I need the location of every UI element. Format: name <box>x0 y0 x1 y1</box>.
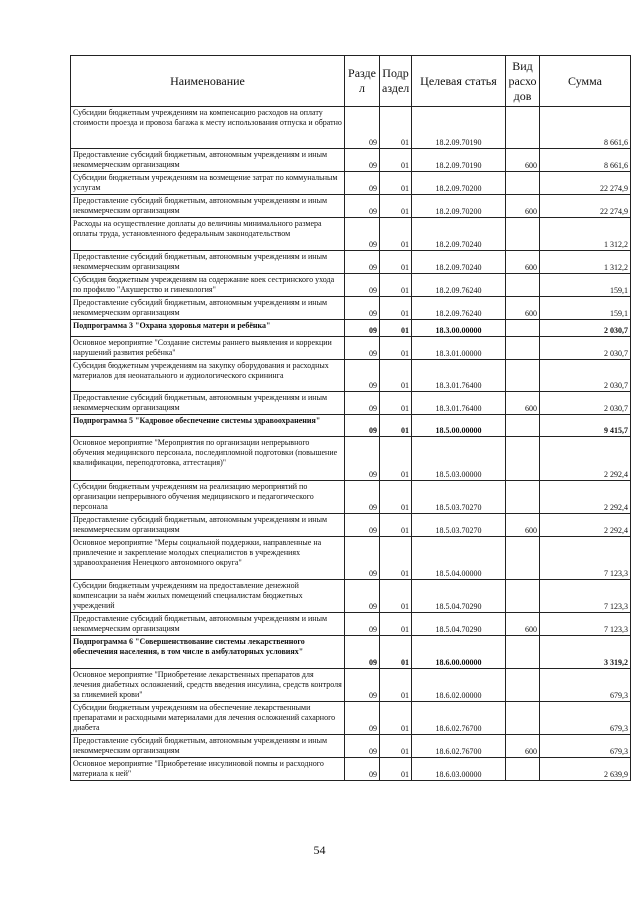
cell-podrazdel: 01 <box>380 218 412 251</box>
cell-podrazdel: 01 <box>380 580 412 613</box>
header-tselevaya: Целевая статья <box>412 56 506 107</box>
cell-razdel: 09 <box>345 437 380 481</box>
cell-summa: 679,3 <box>540 702 631 735</box>
cell-podrazdel: 01 <box>380 437 412 481</box>
cell-summa: 2 292,4 <box>540 437 631 481</box>
cell-razdel: 09 <box>345 758 380 781</box>
cell-name: Предоставление субсидий бюджетным, автономным учреждениям и иным некоммерческим организациям <box>71 735 345 758</box>
cell-summa: 1 312,2 <box>540 218 631 251</box>
cell-vid: 600 <box>506 514 540 537</box>
table-row <box>71 735 631 758</box>
cell-razdel: 09 <box>345 251 380 274</box>
cell-razdel: 09 <box>345 537 380 580</box>
cell-summa: 1 312,2 <box>540 251 631 274</box>
cell-podrazdel: 01 <box>380 320 412 337</box>
cell-vid <box>506 415 540 437</box>
cell-tselevaya: 18.5.03.00000 <box>412 437 506 481</box>
table-body <box>71 107 631 781</box>
cell-razdel: 09 <box>345 107 380 149</box>
cell-summa: 8 661,6 <box>540 149 631 172</box>
cell-summa: 22 274,9 <box>540 195 631 218</box>
header-razdel: Разде л <box>345 56 380 107</box>
cell-summa: 679,3 <box>540 669 631 702</box>
header-podrazdel: Подр аздел <box>380 56 412 107</box>
cell-vid <box>506 337 540 360</box>
cell-razdel: 09 <box>345 669 380 702</box>
table-row <box>71 392 631 415</box>
cell-summa: 22 274,9 <box>540 172 631 195</box>
cell-summa: 7 123,3 <box>540 580 631 613</box>
cell-summa: 7 123,3 <box>540 537 631 580</box>
cell-razdel: 09 <box>345 580 380 613</box>
cell-razdel: 09 <box>345 735 380 758</box>
cell-name: Предоставление субсидий бюджетным, автономным учреждениям и иным некоммерческим организациям <box>71 297 345 320</box>
cell-podrazdel: 01 <box>380 149 412 172</box>
cell-razdel: 09 <box>345 274 380 297</box>
page-number: 54 <box>313 843 326 857</box>
cell-tselevaya: 18.6.02.76700 <box>412 702 506 735</box>
cell-vid: 600 <box>506 613 540 636</box>
cell-name: Предоставление субсидий бюджетным, автономным учреждениям и иным некоммерческим организациям <box>71 195 345 218</box>
cell-vid <box>506 360 540 392</box>
cell-podrazdel: 01 <box>380 537 412 580</box>
cell-razdel: 09 <box>345 172 380 195</box>
table-row <box>71 251 631 274</box>
header-vid: Вид расхо дов <box>506 56 540 107</box>
cell-vid: 600 <box>506 735 540 758</box>
cell-name: Подпрограмма 3 "Охрана здоровья матери и ребёнка" <box>71 320 345 337</box>
table-row <box>71 537 631 580</box>
cell-name: Предоставление субсидий бюджетным, автономным учреждениям и иным некоммерческим организациям <box>71 251 345 274</box>
cell-vid <box>506 481 540 514</box>
cell-tselevaya: 18.5.00.00000 <box>412 415 506 437</box>
cell-razdel: 09 <box>345 360 380 392</box>
cell-podrazdel: 01 <box>380 274 412 297</box>
table-row <box>71 580 631 613</box>
cell-tselevaya: 18.6.03.00000 <box>412 758 506 781</box>
cell-podrazdel: 01 <box>380 392 412 415</box>
cell-tselevaya: 18.3.01.76400 <box>412 360 506 392</box>
cell-podrazdel: 01 <box>380 172 412 195</box>
cell-tselevaya: 18.2.09.70240 <box>412 251 506 274</box>
cell-razdel: 09 <box>345 195 380 218</box>
cell-vid <box>506 172 540 195</box>
cell-razdel: 09 <box>345 481 380 514</box>
cell-vid <box>506 580 540 613</box>
table-row <box>71 218 631 251</box>
cell-name: Основное мероприятие "Меры социальной поддержки, направленные на привлечение и закрепление молодых специалистов в учреждениях здравоохранения Ненецкого автономного округа" <box>71 537 345 580</box>
cell-razdel: 09 <box>345 702 380 735</box>
cell-summa: 159,1 <box>540 297 631 320</box>
cell-podrazdel: 01 <box>380 758 412 781</box>
cell-tselevaya: 18.2.09.70190 <box>412 149 506 172</box>
table-row <box>71 337 631 360</box>
cell-razdel: 09 <box>345 514 380 537</box>
table-row <box>71 149 631 172</box>
cell-tselevaya: 18.6.02.76700 <box>412 735 506 758</box>
cell-summa: 2 292,4 <box>540 481 631 514</box>
cell-razdel: 09 <box>345 218 380 251</box>
cell-razdel: 09 <box>345 297 380 320</box>
cell-tselevaya: 18.5.03.70270 <box>412 481 506 514</box>
cell-summa: 2 030,7 <box>540 320 631 337</box>
cell-podrazdel: 01 <box>380 360 412 392</box>
table-row <box>71 514 631 537</box>
cell-tselevaya: 18.5.03.70270 <box>412 514 506 537</box>
cell-podrazdel: 01 <box>380 613 412 636</box>
cell-vid: 600 <box>506 392 540 415</box>
table-header-row <box>71 56 631 107</box>
cell-tselevaya: 18.3.00.00000 <box>412 320 506 337</box>
cell-summa: 2 639,9 <box>540 758 631 781</box>
table-row <box>71 172 631 195</box>
cell-vid <box>506 636 540 669</box>
cell-tselevaya: 18.2.09.76240 <box>412 297 506 320</box>
cell-tselevaya: 18.2.09.70200 <box>412 195 506 218</box>
cell-tselevaya: 18.2.09.70240 <box>412 218 506 251</box>
cell-podrazdel: 01 <box>380 481 412 514</box>
cell-name: Основное мероприятие "Приобретение лекарственных препаратов для лечения диабетных осложнений, средств введения инсулина, средств контроля за гликемией крови" <box>71 669 345 702</box>
header-name: Наименование <box>71 56 345 107</box>
cell-podrazdel: 01 <box>380 251 412 274</box>
cell-summa: 2 030,7 <box>540 360 631 392</box>
cell-tselevaya: 18.5.04.70290 <box>412 580 506 613</box>
table-row <box>71 360 631 392</box>
cell-vid: 600 <box>506 149 540 172</box>
cell-razdel: 09 <box>345 320 380 337</box>
cell-podrazdel: 01 <box>380 514 412 537</box>
cell-name: Предоставление субсидий бюджетным, автономным учреждениям и иным некоммерческим организациям <box>71 514 345 537</box>
cell-name: Субсидии бюджетным учреждениям на реализацию мероприятий по организации непрерывного обучения медицинского и педагогического персонала <box>71 481 345 514</box>
cell-summa: 2 030,7 <box>540 392 631 415</box>
cell-name: Субсидия бюджетным учреждениям на закупку оборудования и расходных материалов для неонатального и аудиологического скрининга <box>71 360 345 392</box>
cell-summa: 9 415,7 <box>540 415 631 437</box>
cell-razdel: 09 <box>345 636 380 669</box>
cell-summa: 8 661,6 <box>540 107 631 149</box>
cell-name: Предоставление субсидий бюджетным, автономным учреждениям и иным некоммерческим организациям <box>71 149 345 172</box>
table-row <box>71 107 631 149</box>
table-row <box>71 297 631 320</box>
cell-vid <box>506 758 540 781</box>
cell-razdel: 09 <box>345 613 380 636</box>
cell-summa: 3 319,2 <box>540 636 631 669</box>
cell-podrazdel: 01 <box>380 702 412 735</box>
table-row <box>71 437 631 481</box>
cell-razdel: 09 <box>345 337 380 360</box>
cell-podrazdel: 01 <box>380 195 412 218</box>
cell-podrazdel: 01 <box>380 337 412 360</box>
table-row <box>71 613 631 636</box>
cell-podrazdel: 01 <box>380 669 412 702</box>
table-row <box>71 415 631 437</box>
cell-tselevaya: 18.6.02.00000 <box>412 669 506 702</box>
table-row <box>71 758 631 781</box>
cell-name: Основное мероприятие "Создание системы раннего выявления и коррекции нарушений развития ребёнка" <box>71 337 345 360</box>
cell-tselevaya: 18.2.09.70200 <box>412 172 506 195</box>
cell-name: Субсидии бюджетным учреждениям на компенсацию расходов на оплату стоимости проезда и провоза багажа к месту использования отпуска и обратно <box>71 107 345 149</box>
cell-summa: 2 030,7 <box>540 337 631 360</box>
table-row <box>71 669 631 702</box>
table-row <box>71 274 631 297</box>
cell-name: Субсидия бюджетным учреждениям на содержание коек сестринского ухода по профилю "Акушерство и гинекология" <box>71 274 345 297</box>
cell-razdel: 09 <box>345 415 380 437</box>
table-row <box>71 636 631 669</box>
table-row <box>71 481 631 514</box>
header-summa: Сумма <box>540 56 631 107</box>
cell-podrazdel: 01 <box>380 107 412 149</box>
cell-tselevaya: 18.3.01.76400 <box>412 392 506 415</box>
cell-vid: 600 <box>506 251 540 274</box>
cell-vid: 600 <box>506 195 540 218</box>
cell-summa: 159,1 <box>540 274 631 297</box>
cell-summa: 7 123,3 <box>540 613 631 636</box>
cell-podrazdel: 01 <box>380 636 412 669</box>
cell-name: Подпрограмма 6 "Совершенствование системы лекарственного обеспечения населения, в том числе в амбулаторных условиях" <box>71 636 345 669</box>
cell-vid <box>506 537 540 580</box>
cell-tselevaya: 18.3.01.00000 <box>412 337 506 360</box>
table-row <box>71 320 631 337</box>
cell-tselevaya: 18.6.00.00000 <box>412 636 506 669</box>
cell-vid <box>506 107 540 149</box>
cell-summa: 679,3 <box>540 735 631 758</box>
cell-vid <box>506 702 540 735</box>
cell-razdel: 09 <box>345 392 380 415</box>
cell-name: Субсидии бюджетным учреждениям на обеспечение лекарственными препаратами и расходными материалами для лечения осложнений сахарного диабета <box>71 702 345 735</box>
cell-tselevaya: 18.5.04.70290 <box>412 613 506 636</box>
cell-name: Основное мероприятие "Мероприятия по организации непрерывного обучения медицинского персонала, последипломной подготовки (повышение квалификации, переподготовка, аттестация)" <box>71 437 345 481</box>
cell-podrazdel: 01 <box>380 735 412 758</box>
cell-razdel: 09 <box>345 149 380 172</box>
table-row <box>71 702 631 735</box>
cell-tselevaya: 18.2.09.70190 <box>412 107 506 149</box>
cell-name: Подпрограмма 5 "Кадровое обеспечение системы здравоохранения" <box>71 415 345 437</box>
cell-name: Субсидии бюджетным учреждениям на предоставление денежной компенсации за наём жилых помещений специалистам бюджетных учреждений <box>71 580 345 613</box>
cell-vid <box>506 274 540 297</box>
cell-tselevaya: 18.2.09.76240 <box>412 274 506 297</box>
cell-tselevaya: 18.5.04.00000 <box>412 537 506 580</box>
budget-table <box>70 55 631 781</box>
cell-name: Расходы на осуществление доплаты до величины минимального размера оплаты труда, установленного федеральным законодательством <box>71 218 345 251</box>
cell-name: Предоставление субсидий бюджетным, автономным учреждениям и иным некоммерческим организациям <box>71 392 345 415</box>
cell-summa: 2 292,4 <box>540 514 631 537</box>
cell-vid <box>506 320 540 337</box>
table-row <box>71 195 631 218</box>
cell-name: Предоставление субсидий бюджетным, автономным учреждениям и иным некоммерческим организациям <box>71 613 345 636</box>
cell-name: Субсидии бюджетным учреждениям на возмещение затрат по коммунальным услугам <box>71 172 345 195</box>
cell-vid <box>506 437 540 481</box>
cell-podrazdel: 01 <box>380 297 412 320</box>
cell-vid: 600 <box>506 297 540 320</box>
cell-vid <box>506 669 540 702</box>
cell-vid <box>506 218 540 251</box>
cell-podrazdel: 01 <box>380 415 412 437</box>
cell-name: Основное мероприятие "Приобретение инсулиновой помпы и расходного материала к ней" <box>71 758 345 781</box>
